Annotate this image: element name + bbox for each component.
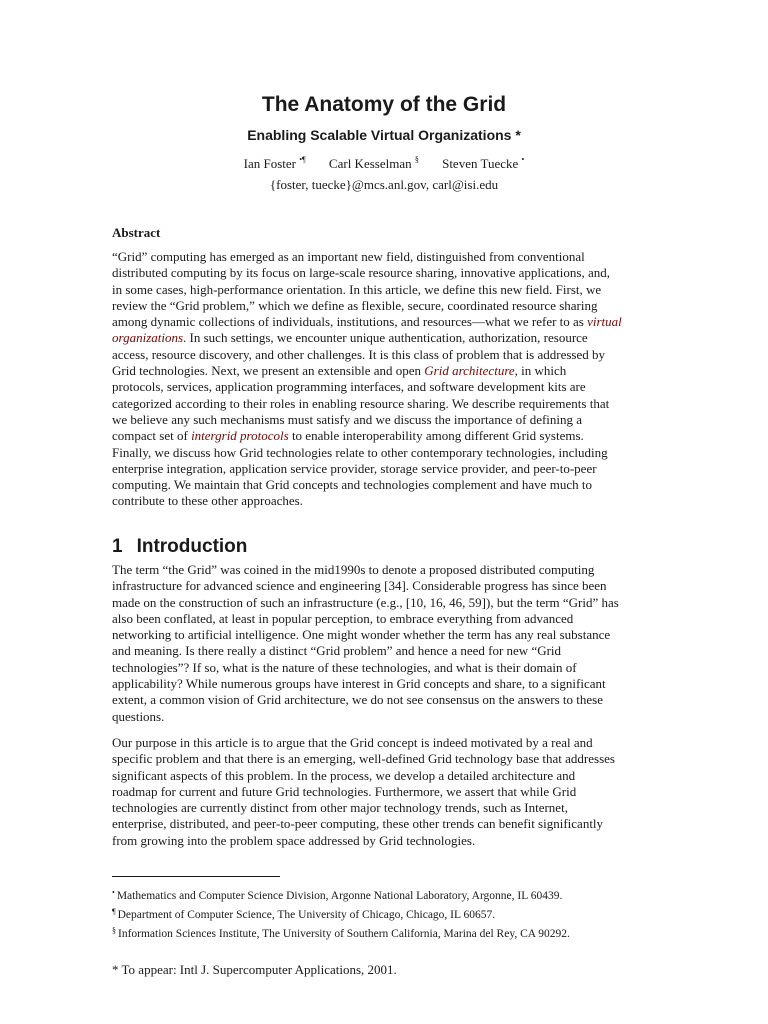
text-line: enterprise integration, application service provider, storage service provider, and peer-to-peer <box>112 460 597 476</box>
footnote-divider <box>112 876 280 877</box>
text-line: organizations. In such settings, we encounter unique authentication, authorization, resource <box>112 330 588 346</box>
text-line: we believe any such mechanisms must satisfy and we discuss the importance of defining a <box>112 411 583 427</box>
text-line: among dynamic collections of individuals, institutions, and resources—what we refer to as virtual <box>112 314 622 330</box>
emphasis-grid-architecture: Grid architecture <box>424 363 515 379</box>
text-line: Grid technologies. Next, we present an extensible and open Grid architecture, in which <box>112 363 567 379</box>
text-line: categorized according to their roles in enabling resource sharing. We describe requirements that <box>112 395 610 411</box>
text-line: significant aspects of this problem. In the process, we develop a detailed architecture and <box>112 767 576 783</box>
text-line: Our purpose in this article is to argue that the Grid concept is indeed motivated by a real and <box>112 735 593 750</box>
text-line: made on the construction of such an infrastructure (e.g., [10, 16, 46, 59]), but the term “Grid” has <box>112 594 619 610</box>
author-list <box>0 151 768 173</box>
paper-title: The Anatomy of the Grid <box>261 93 507 116</box>
footnote: § Information Sciences Institute, The University of Southern California, Marina del Rey, CA 90292. <box>112 926 570 940</box>
section-heading-introduction <box>112 535 247 559</box>
author-emails: {foster, tuecke}@mcs.anl.gov, carl@isi.edu <box>269 177 499 192</box>
text-line: extent, a common vision of Grid architecture, we do not see consensus on the answers to these <box>112 692 603 708</box>
text-line: from growing into the problem space addressed by Grid technologies. <box>112 832 476 848</box>
footnote: • Mathematics and Computer Science Division, Argonne National Laboratory, Argonne, IL 60439. <box>112 888 563 902</box>
text-line: technologies”? If so, what is the nature of these technologies, and what is their domain of <box>112 659 577 675</box>
text-line: technologies are currently distinct from other major technology trends, such as Internet, <box>112 800 568 816</box>
author-kesselman: Carl Kesselman § <box>328 155 419 171</box>
publication-note: * To appear: Intl J. Supercomputer Applications, 2001. <box>112 962 397 977</box>
text-line: Finally, we discuss how Grid technologies relate to other contemporary technologies, including <box>112 444 608 460</box>
footnotes <box>112 885 672 942</box>
emphasis-virtual: virtual <box>587 314 622 330</box>
text-line: review the “Grid problem,” which we define as flexible, secure, coordinated resource sharing <box>112 297 598 313</box>
emphasis-organizations: organizations <box>112 330 184 346</box>
author-affiliation-mark: • <box>521 155 525 164</box>
author-tuecke: Steven Tuecke • <box>442 155 525 171</box>
footnote-mark: § <box>112 926 116 935</box>
intro-paragraph-1 <box>112 562 658 725</box>
intro-paragraph-2 <box>112 735 658 849</box>
text-line: questions. <box>112 708 165 724</box>
text-line: “Grid” computing has emerged as an important new field, distinguished from conventional <box>112 249 585 264</box>
text-line: infrastructure for advanced science and engineering [34]. Considerable progress has since been <box>112 578 607 594</box>
emphasis-intergrid-protocols: intergrid protocols <box>191 428 289 444</box>
footnote: ¶ Department of Computer Science, The University of Chicago, Chicago, IL 60657. <box>112 907 496 921</box>
author-foster: Ian Foster •¶ <box>243 155 306 171</box>
section-title: Introduction <box>136 536 248 557</box>
abstract-text <box>112 249 658 510</box>
footnote-mark: ¶ <box>112 907 116 916</box>
text-line: protocols, services, application programming interfaces, and software development kits are <box>112 379 586 395</box>
text-line: contribute to these other approaches. <box>112 493 303 509</box>
text-line: computing. We maintain that Grid concepts and technologies complement and have much to <box>112 477 592 493</box>
abstract-heading: Abstract <box>112 225 161 240</box>
author-affiliation-mark: § <box>414 155 419 164</box>
text-line: applicability? While numerous groups have interest in Grid concepts and share, to a significant <box>112 676 606 692</box>
text-line: roadmap for current and future Grid technologies. Furthermore, we assert that while Grid <box>112 783 577 799</box>
text-line: in some cases, high-performance orientation. In this article, we define this new field. First, we <box>112 281 602 297</box>
text-line: networking to artificial intelligence. One might wonder whether the term has any real substance <box>112 627 611 643</box>
author-affiliation-mark: •¶ <box>299 155 306 164</box>
text-line: The term “the Grid” was coined in the mid1990s to denote a proposed distributed computing <box>112 562 595 577</box>
text-line: specific problem and that there is an emerging, well-defined Grid technology base that addresses <box>112 751 615 767</box>
text-line: access, resource discovery, and other challenges. It is this class of problem that is addressed by <box>112 346 606 362</box>
text-line: compact set of intergrid protocols to enable interoperability among different Grid systems. <box>112 428 584 444</box>
text-line: distributed computing by its focus on large-scale resource sharing, innovative applications, and, <box>112 265 610 281</box>
section-number: 1 <box>112 536 123 557</box>
text-line: also been conflated, at least in popular perception, to embrace everything from advanced <box>112 610 574 626</box>
text-line: and meaning. Is there really a distinct “Grid problem” and hence a need for new “Grid <box>112 643 562 659</box>
text-line: enterprise, distributed, and peer-to-peer computing, these other trends can benefit significantly <box>112 816 604 832</box>
paper-subtitle: Enabling Scalable Virtual Organizations * <box>247 127 521 143</box>
footnote-mark: • <box>112 888 115 897</box>
